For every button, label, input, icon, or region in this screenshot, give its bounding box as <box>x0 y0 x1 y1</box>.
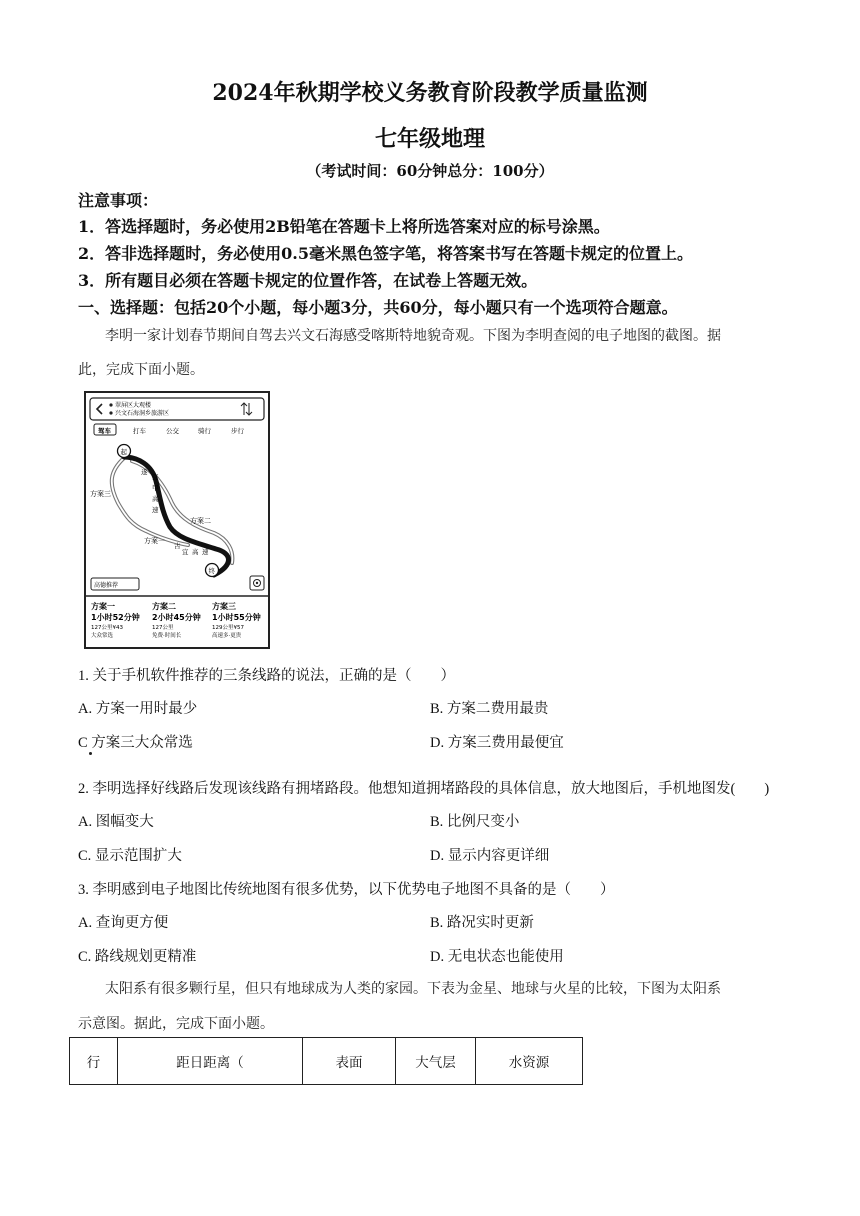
notes-heading: 注意事项： <box>78 191 159 210</box>
q1-option-c: C 方案三大众常选 <box>78 735 193 751</box>
start-label: 起 <box>120 448 127 456</box>
plan-3-time: 1小时55分钟 <box>212 613 261 622</box>
plan-2-time: 2小时45分钟 <box>152 613 201 622</box>
road-label-char: 高 <box>192 548 199 556</box>
question-2-stem: 2. 李明选择好线路后发现该线路有拥堵路段。他想知道拥堵路段的具体信息，放大地图后，手机地图发( ) <box>78 781 770 797</box>
subject-title: 七年级地理 <box>374 126 485 152</box>
mode-bike: 骑行 <box>198 427 211 435</box>
section1-heading: 一、选择题：包括20个小题，每小题3分，共60分，每小题只有一个选项符合题意。 <box>78 298 678 317</box>
end-label: 终 <box>208 567 215 575</box>
route-label-plan-3: 方案三 <box>90 490 111 498</box>
mode-drive: 驾车 <box>98 427 111 435</box>
plan-2-info: 127公里 <box>152 625 174 631</box>
table-header-cell: 大气层 <box>396 1038 476 1085</box>
road-label-char: 速 <box>202 548 209 556</box>
navigation-map-figure <box>84 391 270 649</box>
plan-1-name: 方案一 <box>91 602 115 611</box>
to-location: 兴文石海洞乡旅游区 <box>115 410 170 417</box>
note-item: 1．答选择题时，务必使用2B铅笔在答题卡上将所选答案对应的标号涂黑。 <box>78 217 610 236</box>
map-svg <box>86 393 268 647</box>
plan-2-name: 方案二 <box>152 602 176 611</box>
section2-intro-cont: 示意图。据此，完成下面小题。 <box>78 1016 274 1032</box>
exam-title: 2024年秋期学校义务教育阶段教学质量监测 <box>212 80 648 106</box>
from-location: 翠屏区大观楼 <box>115 402 152 409</box>
plan-1-tag: 大众常选 <box>91 633 114 639</box>
section2-intro: 太阳系有很多颗行星，但只有地球成为人类的家园。下表为金星、地球与火星的比较，下图为太阳系 <box>105 981 721 997</box>
plan-3-name: 方案三 <box>212 602 236 611</box>
table-header-cell: 表面 <box>303 1038 396 1085</box>
question-1-stem: 1. 关于手机软件推荐的三条线路的说法，正确的是（ ） <box>78 668 455 684</box>
q2-option-b: B. 比例尺变小 <box>430 814 520 830</box>
q2-option-a: A. 图幅变大 <box>78 814 154 830</box>
route-label-plan-2: 方案二 <box>190 517 211 525</box>
road-label-char: 速 <box>152 506 159 514</box>
recommend-button-label: 高德推荐 <box>94 582 119 589</box>
plan-2-tag: 免费·时间长 <box>152 633 182 639</box>
note-item: 3．所有题目必须在答题卡规定的位置作答，在试卷上答题无效。 <box>78 271 538 290</box>
plan-1-time: 1小时52分钟 <box>91 613 140 622</box>
plan-3-tag: 高速多·更贵 <box>212 633 242 639</box>
q3-option-c: C. 路线规划更精准 <box>78 949 197 965</box>
road-label-char: 宜 <box>182 548 189 556</box>
q3-option-d: D. 无电状态也能使用 <box>430 949 564 965</box>
q2-option-c: C. 显示范围扩大 <box>78 848 182 864</box>
plan-1-info: 127公里¥43 <box>91 625 123 631</box>
table-header-cell: 水资源 <box>476 1038 583 1085</box>
question-3-stem: 3. 李明感到电子地图比传统地图有很多优势，以下优势电子地图不具备的是（ ） <box>78 882 615 898</box>
plan-3-info: 129公里¥57 <box>212 625 244 631</box>
table-header-cell: 行 <box>70 1038 118 1085</box>
mode-bus: 公交 <box>166 427 179 435</box>
route-label-plan-1: 方案一 <box>144 537 165 545</box>
q2-option-d: D. 显示内容更详细 <box>430 848 550 864</box>
road-label-char: 古 <box>174 542 181 550</box>
note-item: 2．答非选择题时，务必使用0.5毫米黑色签字笔，将答案书写在答题卡规定的位置上。 <box>78 244 693 263</box>
stray-dot <box>89 752 92 755</box>
section1-intro: 李明一家计划春节期间自驾去兴文石海感受喀斯特地貌奇观。下图为李明查阅的电子地图的截图。据 <box>105 328 721 344</box>
route-plan-1 <box>124 457 229 575</box>
table-header-cell: 距日距离（ <box>118 1038 303 1085</box>
table-header-row <box>70 1038 583 1085</box>
q1-option-d: D. 方案三费用最便宜 <box>430 735 564 751</box>
q1-option-a: A. 方案一用时最少 <box>78 701 198 717</box>
road-label-char: 遂 <box>141 468 148 476</box>
exam-info: （考试时间：60分钟总分：100分） <box>306 162 554 180</box>
planet-comparison-table <box>69 1037 583 1085</box>
mode-taxi: 打车 <box>133 427 146 435</box>
road-label-char: 高 <box>152 495 159 503</box>
section1-intro-cont: 此，完成下面小题。 <box>78 362 204 378</box>
q1-option-b: B. 方案二费用最贵 <box>430 701 549 717</box>
q3-option-a: A. 查询更方便 <box>78 915 169 931</box>
road-label-char: 甲 <box>152 484 159 492</box>
q3-option-b: B. 路况实时更新 <box>430 915 534 931</box>
mode-walk: 步行 <box>231 427 244 435</box>
road-label-char: 宜 <box>152 473 159 481</box>
